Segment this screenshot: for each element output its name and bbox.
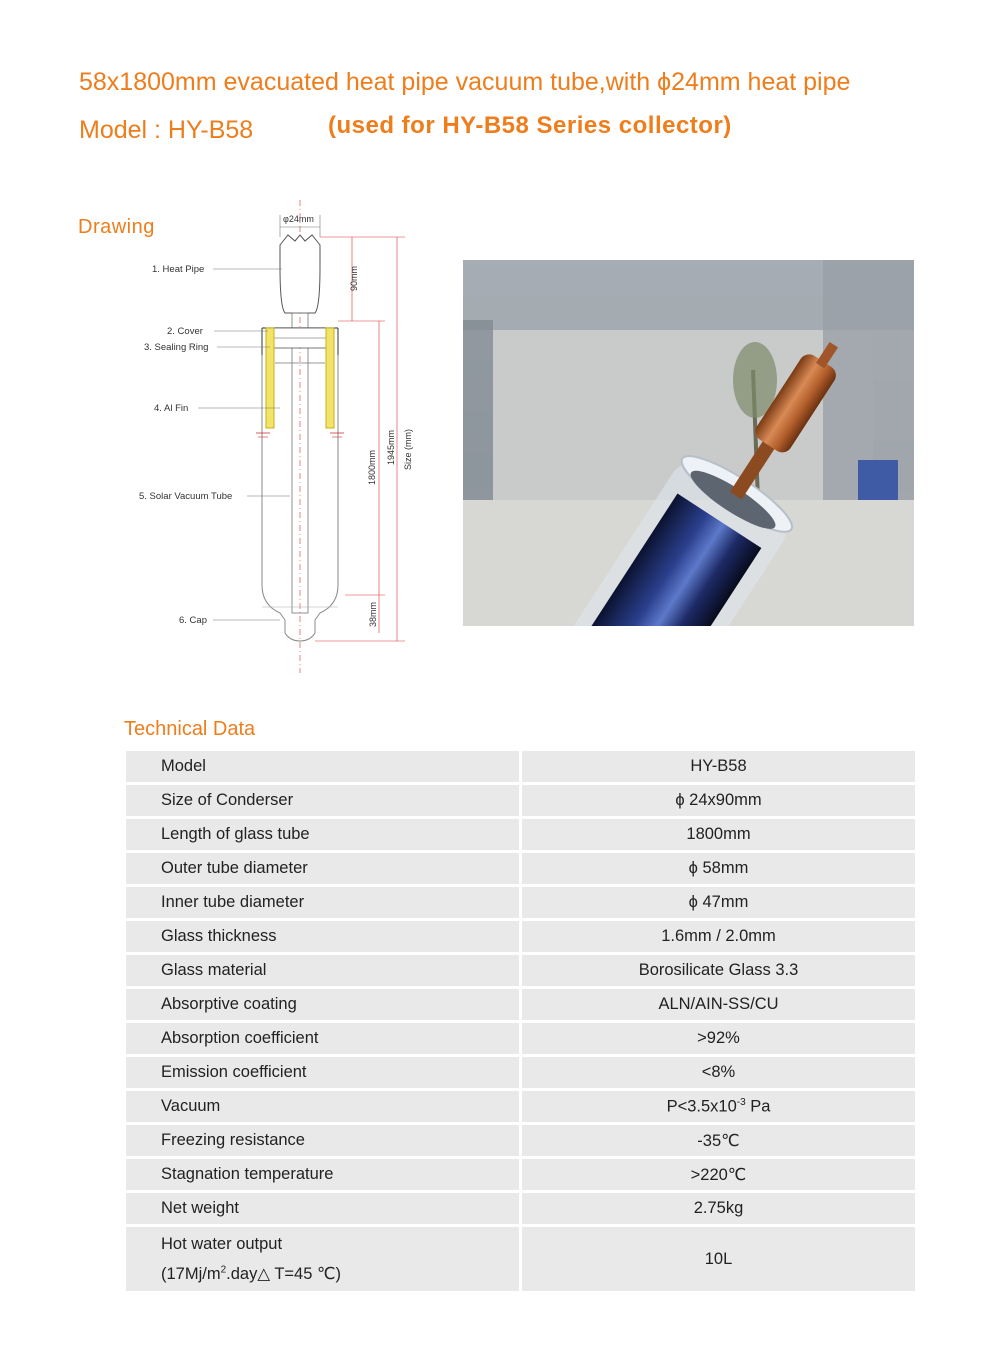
technical-data-table xyxy=(126,748,915,1294)
vacuum-exponent: -3 xyxy=(736,1096,746,1108)
spec-label: Glass material xyxy=(126,955,522,986)
table-row xyxy=(126,785,915,816)
spec-value: ϕ 58mm xyxy=(522,853,915,884)
table-row xyxy=(126,1193,915,1224)
spec-value: Borosilicate Glass 3.3 xyxy=(522,955,915,986)
table-row xyxy=(126,1057,915,1088)
part-label-sealing-ring: 3. Sealing Ring xyxy=(144,342,209,353)
dim-cap-length: 38mm xyxy=(368,601,378,627)
al-fin-left xyxy=(266,328,274,428)
part-label-al-fin: 4. Al Fin xyxy=(154,403,189,414)
part-label-vacuum-tube: 5. Solar Vacuum Tube xyxy=(139,491,233,502)
table-row xyxy=(126,751,915,782)
spec-label: Absorption coefficient xyxy=(126,1023,522,1054)
dim-total-length: 1945mm xyxy=(386,429,396,465)
series-note: (used for HY-B58 Series collector) xyxy=(328,112,732,139)
table-row xyxy=(126,819,915,850)
table-row xyxy=(126,887,915,918)
table-row xyxy=(126,955,915,986)
spec-value: ϕ 24x90mm xyxy=(522,785,915,816)
hot-water-condition: ($17Mj/m^2.day\triangle$ T=45 ℃) xyxy=(161,1264,341,1283)
part-label-cap: 6. Cap xyxy=(179,615,207,626)
spec-label: Emission coefficient xyxy=(126,1057,522,1088)
spec-value: 1800mm xyxy=(522,819,915,850)
spec-value: HY-B58 xyxy=(522,751,915,782)
spec-label: Length of glass tube xyxy=(126,819,522,850)
vacuum-unit: Pa xyxy=(745,1097,771,1116)
tube-drawing xyxy=(120,195,440,685)
spec-value-vacuum xyxy=(522,1091,915,1122)
part-label-cover: 2. Cover xyxy=(167,326,203,337)
table-row xyxy=(126,1159,915,1190)
drawing-heading: Drawing xyxy=(78,216,155,238)
vacuum-base: P<3.5x10 xyxy=(666,1097,737,1116)
spec-value: -35℃ xyxy=(522,1125,915,1156)
spec-label: Absorptive coating xyxy=(126,989,522,1020)
model-title: Model : HY-B58 xyxy=(79,116,254,144)
technical-data-heading: Technical Data xyxy=(124,718,256,740)
part-label-heat-pipe: 1. Heat Pipe xyxy=(152,264,205,275)
spec-label-hot-water xyxy=(126,1227,522,1291)
spec-label: Freezing resistance xyxy=(126,1125,522,1156)
spec-label: Stagnation temperature xyxy=(126,1159,522,1190)
page-title: 58x1800mm evacuated heat pipe vacuum tube,with ϕ24mm heat pipe xyxy=(79,68,851,96)
spec-label: Glass thickness xyxy=(126,921,522,952)
heat-pipe-shape xyxy=(280,235,320,313)
spec-label: Outer tube diameter xyxy=(126,853,522,884)
spec-value: 1.6mm / 2.0mm xyxy=(522,921,915,952)
table-row xyxy=(126,1125,915,1156)
table-row xyxy=(126,921,915,952)
table-row xyxy=(126,1023,915,1054)
spec-value: ALN/AIN-SS/CU xyxy=(522,989,915,1020)
dim-heat-pipe-diameter: φ24mm xyxy=(283,214,314,224)
dim-condenser-length: 90mm xyxy=(349,265,359,291)
dim-tube-length: 1800mm xyxy=(367,449,377,485)
spec-label: Net weight xyxy=(126,1193,522,1224)
hot-water-label: Hot water output xyxy=(161,1234,283,1253)
table-row xyxy=(126,1227,915,1291)
spec-label: Vacuum xyxy=(126,1091,522,1122)
spec-value: >92% xyxy=(522,1023,915,1054)
spec-value: 2.75kg xyxy=(522,1193,915,1224)
spec-value: <8% xyxy=(522,1057,915,1088)
spec-label: Inner tube diameter xyxy=(126,887,522,918)
spec-label: Size of Conderser xyxy=(126,785,522,816)
spec-value: >220℃ xyxy=(522,1159,915,1190)
product-photo xyxy=(463,260,914,626)
dim-size-unit: Size (mm) xyxy=(403,429,413,470)
table-row xyxy=(126,1091,915,1122)
spec-label: Model xyxy=(126,751,522,782)
spec-value: 10L xyxy=(522,1227,915,1291)
al-fin-right xyxy=(326,328,334,428)
spec-value: ϕ 47mm xyxy=(522,887,915,918)
table-row xyxy=(126,853,915,884)
table-row xyxy=(126,989,915,1020)
